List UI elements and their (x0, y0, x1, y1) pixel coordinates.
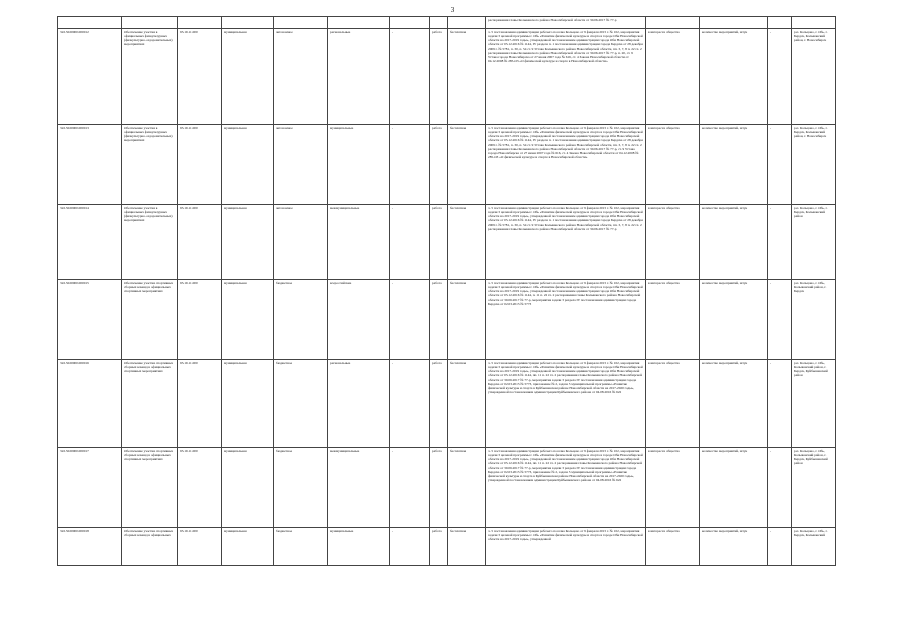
table-row (58, 360, 836, 448)
indicator-cell: количество мероприятий, штук (700, 205, 768, 280)
indicator-cell: количество мероприятий, штук (700, 125, 768, 205)
institution-type: автономное (274, 125, 328, 205)
basis-cell: ч. 5 постановления администрации рабочего поселка Кольцово от 9 февраля 2015 г. № 102, мероприятия задачи 3 целевой программы г. Обь «Развитие физической культуры и спорта в городе Оби Новосибирской области на 2017-2019 годы», утвержденной постановлением администрации города Оби Новосибирской области от 05.12.2016 № 1144, IV раздела п. 1 постановления администрации города Бердска от 28 декабря 2009 г. № 5781, п. 30, п. 54 ст. 9 Устава Колыванского района Новосибирской области, пп. 3, 7, 8 п. 22 гл. 2 распоряжения главы Колыванского района Новосибирской области от 30.06.2017 № 77-р (486, 205, 646, 280)
empty-cell: - (390, 280, 430, 360)
consumers-cell: в интересах общества (646, 360, 700, 448)
payment-type: бесплатная (448, 29, 486, 125)
kind-cell: работа (430, 360, 448, 448)
empty-cell-2: - (768, 125, 792, 205)
payment-type: бесплатная (448, 125, 486, 205)
empty-cell: - (390, 360, 430, 448)
table-row (58, 29, 836, 125)
event-scale: региональные (328, 360, 390, 448)
consumers-cell: в интересах общества (646, 125, 700, 205)
kind-cell: работа (430, 528, 448, 566)
event-scale: всероссийские (328, 280, 390, 360)
registry-code: 322.5020000.000018 (58, 528, 122, 566)
service-level: муниципальная (222, 528, 274, 566)
institution-type: бюджетное (274, 448, 328, 528)
basis-cell: ч. 5 постановления администрации рабочего поселка Кольцово от 9 февраля 2015 г. № 102, мероприятия задачи 3 целевой программы г. Обь «Развитие физической культуры и спорта в городе Оби Новосибирской области на 2017-2019 годы», утвержденной постановлением администрации города Оби Новосибирской области от 05.12.2016 № 1144, пп. 11 п. 22 гл. 2 распоряжения главы Колыванского района Новосибирской области от 30.06.2017 № 77-р, мероприятия задачи 3 раздела IV постановления администрации города Бердска от 02.03.2015 № 5773, приложение № 2, задача 3 муниципальной программы «Развитие физической культуры и спорта в Куйбышевском районе Новосибирской области на 2017-2020 годы», утвержденной постановлением администрации Куйбышевского района от 04.08.2016 № 622 (486, 360, 646, 448)
kind-cell: работа (430, 29, 448, 125)
basis-cell: ч. 5 постановления администрации рабочего поселка Кольцово от 9 февраля 2015 г. № 102, мероприятия задачи 3 целевой программы г. Обь «Развитие физической культуры и спорта в городе Оби Новосибирской области на 2017-2019 годы», утвержденной постановлением администрации города Оби Новосибирской области от 05.12.2016 № 1144, пп. 11 п. 22 гл. 2 распоряжения главы Колыванского района Новосибирской области от 30.06.2017 № 77-р, мероприятия задачи 3 раздела IV постановления администрации города Бердска от 02.03.2015 № 5773, приложение № 2, задача 3 муниципальной программы «Развитие физической культуры и спорта в Куйбышевском районе Новосибирской области на 2017-2020 годы», утвержденной постановлением администрации Куйбышевского района от 04.08.2016 № 622 (486, 448, 646, 528)
indicator-cell: количество мероприятий, штук (700, 360, 768, 448)
empty-cell: - (390, 205, 430, 280)
okved-code: 93.19.11.000 (178, 205, 222, 280)
service-level: муниципальная (222, 280, 274, 360)
consumers-cell: в интересах общества (646, 280, 700, 360)
service-name: Обеспечение участия в официальных физкультурных (физкультурно-оздоровительных) мероприятиях (122, 29, 178, 125)
institution-type: автономное (274, 29, 328, 125)
territory-cell: р.п. Кольцово, г. Обь, г. Бердск, Колыванский район, г. Новосибирск (792, 29, 836, 125)
consumers-cell: в интересах общества (646, 29, 700, 125)
territory-cell: р.п. Кольцово, г. Обь, г. Бердск, Колыванский район (792, 205, 836, 280)
kind-cell: работа (430, 125, 448, 205)
okved-code: 93.19.11.000 (178, 360, 222, 448)
okved-code: 93.19.11.000 (178, 448, 222, 528)
basis-cell: распоряжения главы Колыванского района Новосибирской области от 30.06.2017 № 77-р (486, 17, 646, 29)
empty-cell-2: - (768, 448, 792, 528)
institution-type: автономное (274, 205, 328, 280)
empty-cell-2: - (768, 29, 792, 125)
indicator-cell: количество мероприятий, штук (700, 280, 768, 360)
service-level: муниципальная (222, 29, 274, 125)
institution-type: бюджетное (274, 360, 328, 448)
territory-cell: р.п. Кольцово, г. Обь, г. Бердск, Колыванский район, г. Новосибирск (792, 125, 836, 205)
table-row (58, 205, 836, 280)
okved-code: 93.19.11.000 (178, 528, 222, 566)
service-name: Обеспечение участия спортивных сборных команд в официальных спортивных мероприятиях (122, 360, 178, 448)
basis-cell: ч. 5 постановления администрации рабочего поселка Кольцово от 9 февраля 2015 г. № 102, мероприятия задачи 3 целевой программы г. Обь «Развитие физической культуры и спорта в городе Оби Новосибирской области на 2017-2019 годы», утвержденной постановлением администрации города Оби Новосибирской области от 05.12.2016 № 1144, п. 11 п. 22 гл. 2 распоряжения главы Колыванского района Новосибирской области от 30.06.2017 № 77-р, мероприятия задачи 3 раздела IV постановления администрации города Бердска от 02.03.2015 № 5773 (486, 280, 646, 360)
consumers-cell: в интересах общества (646, 205, 700, 280)
basis-cell: ч. 5 постановления администрации рабочего поселка Кольцово от 9 февраля 2015 г. № 102, мероприятия задачи 3 целевой программы г. Обь «Развитие физической культуры и спорта в городе Оби Новосибирской области на 2017-2019 годы», утвержденной (486, 528, 646, 566)
basis-cell: ч. 5 постановления администрации рабочего поселка Кольцово от 9 февраля 2015 г. № 102, мероприятия задачи 3 целевой программы г. Обь «Развитие физической культуры и спорта в городе Оби Новосибирской области на 2017-2019 годы», утвержденной постановлением администрации города Оби Новосибирской области от 05.12.2016 № 1144, IV раздела п. 1 постановления администрации города Бердска от 28 декабря 2009 г. № 5781, п. 30, п. 54 ст. 9 Устава Колыванского района Новосибирской области, пп. 3, 7, 8 п. 22 гл. 2 распоряжения главы Колыванского района Новосибирской области от 30.06.2017 № 77-р, ст. 9 Устава города Новосибирска от 27 июня 2007 года № 616, ст. 4 Закона Новосибирской области от 04.12.2008 № 285-ОЗ «О физической культуре и спорте в Новосибирской области» (486, 125, 646, 205)
institution-type: бюджетное (274, 528, 328, 566)
registry-code: 322.5020000.000013 (58, 125, 122, 205)
empty-cell-2: - (768, 528, 792, 566)
page-number: 3 (450, 6, 455, 14)
kind-cell: работа (430, 448, 448, 528)
registry-code: 322.5020000.000014 (58, 205, 122, 280)
basis-cell: ч. 5 постановления администрации рабочего поселка Кольцово от 9 февраля 2015 г. № 102, мероприятия задачи 3 целевой программы г. Обь «Развитие физической культуры и спорта в городе Оби Новосибирской области на 2017-2019 годы», утвержденной постановлением администрации города Оби Новосибирской области от 05.12.2016 № 1144, IV раздела п. 1 постановления администрации города Бердска от 28 декабря 2009 г. № 5781, п. 30, п. 54 ст. 9 Устава Колыванского района Новосибирской области, пп. 3, 7, 8 п. 22 гл. 2 распоряжения главы Колыванского района Новосибирской области от 30.06.2017 № 77-р, п. 20, ст. 9 Устава города Новосибирска от 27 июня 2007 года № 616, ст. 4 Закона Новосибирской области от 04.12.2008 № 285-ОЗ «О физической культуре и спорте в Новосибирской области» (486, 29, 646, 125)
service-name: Обеспечение участия спортивных сборных команд в официальных спортивных мероприятиях (122, 280, 178, 360)
service-name: Обеспечение участия в официальных физкультурных (физкультурно-оздоровительных) мероприятиях (122, 205, 178, 280)
empty-cell-2: - (768, 360, 792, 448)
registry-code: 322.5020000.000016 (58, 360, 122, 448)
empty-cell-2: - (768, 205, 792, 280)
service-name: Обеспечение участия спортивных сборных команд в официальных спортивных мероприятиях (122, 448, 178, 528)
table-row (58, 125, 836, 205)
registry-code: 322.5020000.000017 (58, 448, 122, 528)
service-level: муниципальная (222, 205, 274, 280)
registry-code: 322.5020000.000012 (58, 29, 122, 125)
okved-code: 93.19.11.000 (178, 125, 222, 205)
payment-type: бесплатная (448, 360, 486, 448)
indicator-cell: количество мероприятий, штук (700, 448, 768, 528)
service-level: муниципальная (222, 448, 274, 528)
payment-type: бесплатная (448, 528, 486, 566)
registry-code: 322.5020000.000015 (58, 280, 122, 360)
service-name: Обеспечение участия спортивных сборных команд в официальных (122, 528, 178, 566)
service-level: муниципальная (222, 125, 274, 205)
table-row (58, 528, 836, 566)
table-row (58, 280, 836, 360)
empty-cell: - (390, 125, 430, 205)
event-scale: муниципальные (328, 125, 390, 205)
payment-type: бесплатная (448, 205, 486, 280)
institution-type: бюджетное (274, 280, 328, 360)
service-level: муниципальная (222, 360, 274, 448)
kind-cell: работа (430, 205, 448, 280)
territory-cell: р.п. Кольцово, г. Обь, Колыванский район, г. Бердск (792, 280, 836, 360)
okved-code: 93.19.11.000 (178, 29, 222, 125)
consumers-cell: в интересах общества (646, 528, 700, 566)
kind-cell: работа (430, 280, 448, 360)
event-scale: региональные (328, 29, 390, 125)
indicator-cell: количество мероприятий, штук (700, 528, 768, 566)
empty-cell: - (390, 528, 430, 566)
indicator-cell: количество мероприятий, штук (700, 29, 768, 125)
empty-cell: - (390, 448, 430, 528)
table-row-continuation (58, 17, 836, 29)
table-row (58, 448, 836, 528)
registry-table (57, 16, 836, 566)
territory-cell: р.п. Кольцово, г. Обь, г. Бердск, Колыванский (792, 528, 836, 566)
service-name: Обеспечение участия в официальных физкультурных (физкультурно-оздоровительных) мероприятиях (122, 125, 178, 205)
payment-type: бесплатная (448, 280, 486, 360)
territory-cell: р.п. Кольцово, г. Обь, Колыванский район, г. Бердск, Куйбышевский район (792, 448, 836, 528)
payment-type: бесплатная (448, 448, 486, 528)
territory-cell: р.п. Кольцово, г. Обь, Колыванский район, г. Бердск, Куйбышевский район (792, 360, 836, 448)
empty-cell: - (390, 29, 430, 125)
event-scale: муниципальные (328, 528, 390, 566)
okved-code: 93.19.11.000 (178, 280, 222, 360)
empty-cell-2: - (768, 280, 792, 360)
event-scale: межмуниципальные (328, 205, 390, 280)
consumers-cell: в интересах общества (646, 448, 700, 528)
event-scale: межмуниципальные (328, 448, 390, 528)
